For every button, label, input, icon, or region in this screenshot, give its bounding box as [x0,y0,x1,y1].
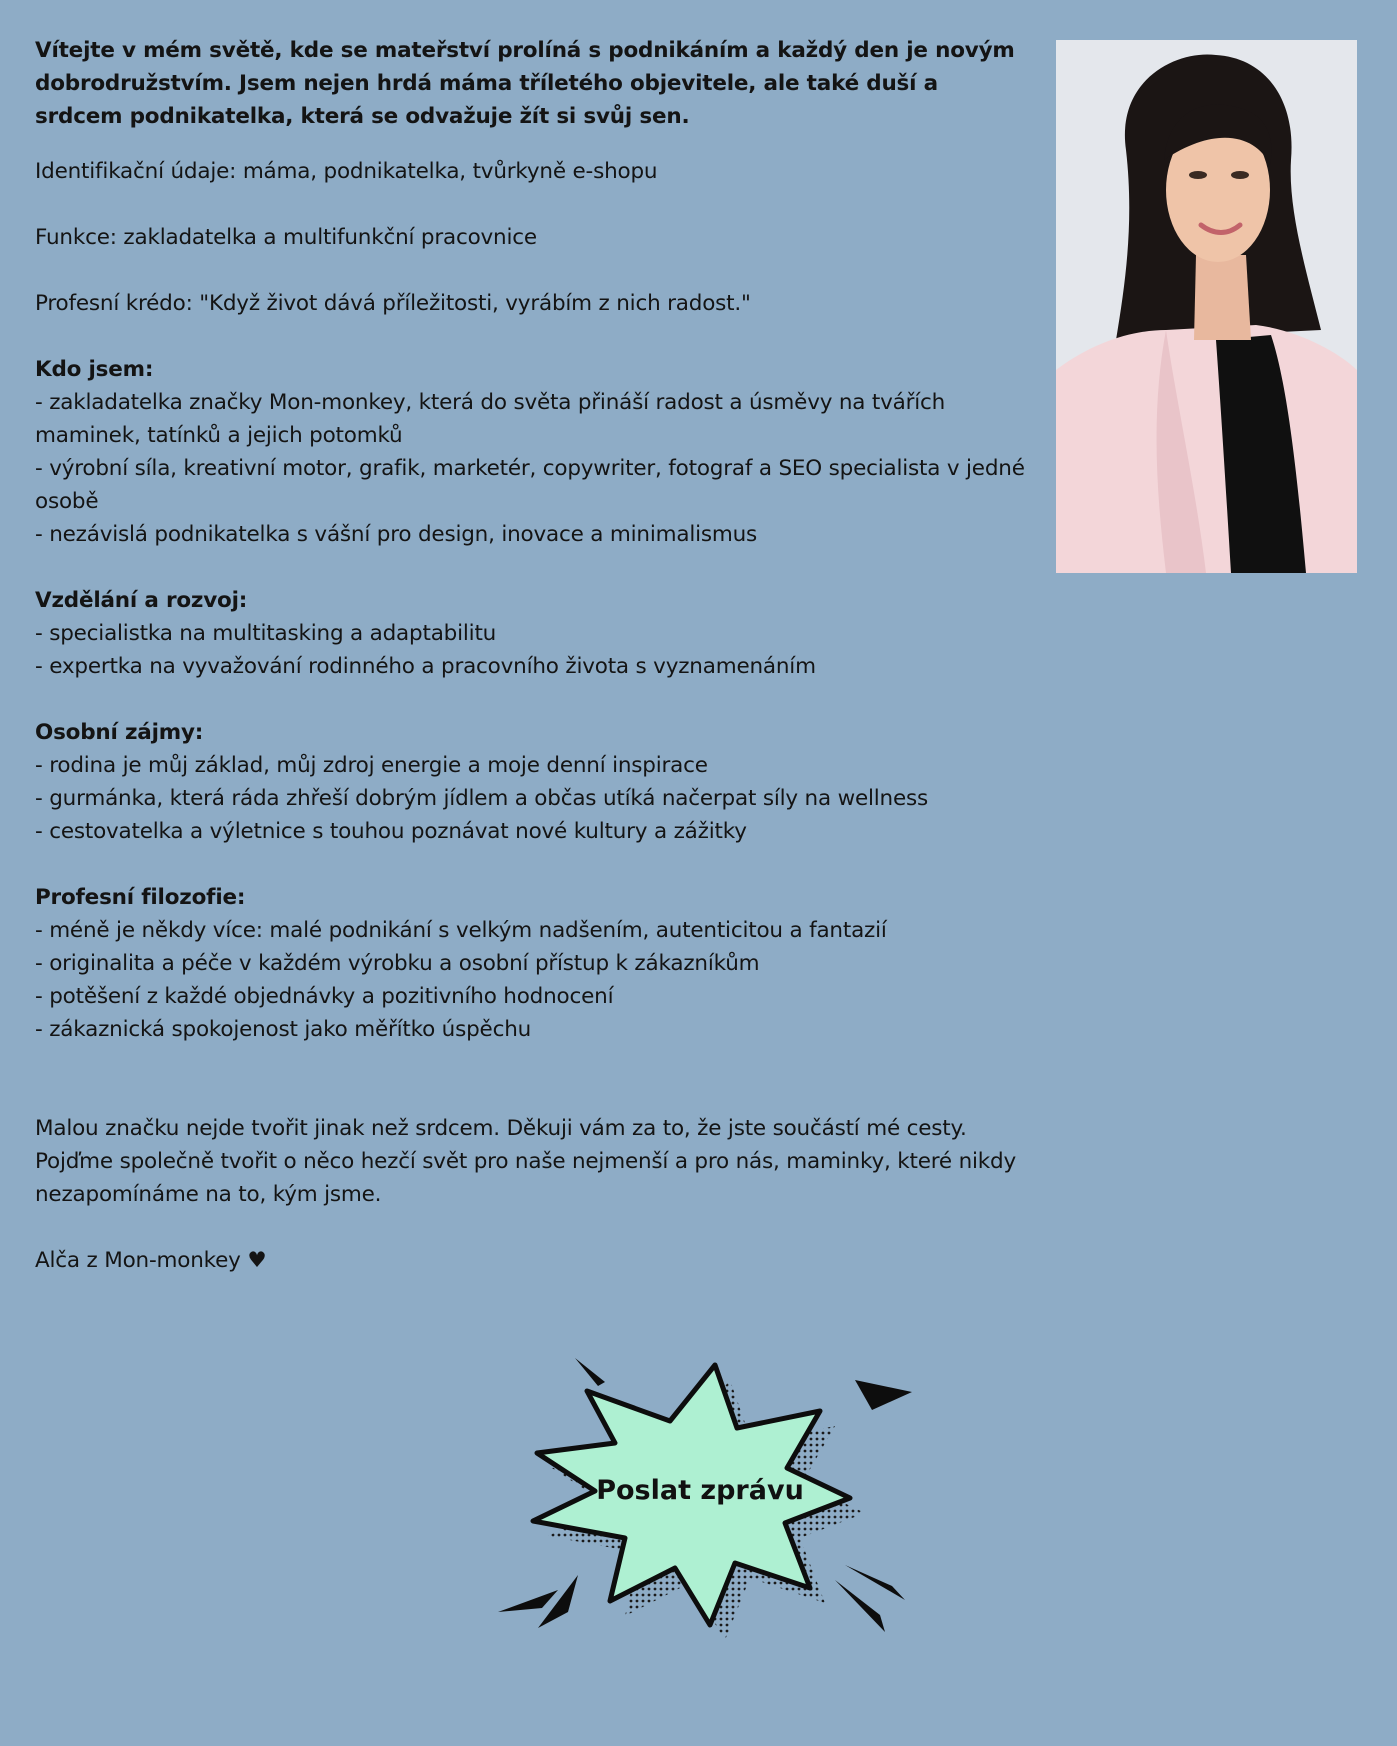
list-item: - méně je někdy více: malé podnikání s velkým nadšením, autenticitou a fantazií [35,918,887,943]
list-item: - zákaznická spokojenost jako měřítko úspěchu [35,1017,532,1042]
send-message-button[interactable] [480,1350,920,1650]
list-item: - originalita a péče v každém výrobku a osobní přístup k zákazníkům [35,951,760,976]
list-item: - potěšení z každé objednávky a pozitivního hodnocení [35,984,614,1009]
about-content [35,34,1025,1277]
section-heading-interests: Osobní zájmy: [35,720,204,745]
list-item: - výrobní síla, kreativní motor, grafik, marketér, copywriter, fotograf a SEO specialista v jedné osobě [35,456,1025,514]
section-heading-who: Kdo jsem: [35,357,154,382]
list-item: - zakladatelka značky Mon-monkey, která do světa přináší radost a úsměvy na tvářích maminek, tatínků a jejich potomků [35,390,946,448]
send-message-label: Poslat zprávu [596,1475,804,1506]
portrait-photo [1056,40,1357,573]
list-item: - cestovatelka a výletnice s touhou poznávat nové kultury a zážitky [35,819,747,844]
closing-paragraph: Malou značku nejde tvořit jinak než srdcem. Děkuji vám za to, že jste součástí mé cesty. Pojďme společně tvořit o něco hezčí svět pro naše nejmenší a pro nás, maminky, které nikdy nezapomínáme na to, kým jsme. [35,1116,1016,1207]
function-line: Funkce: zakladatelka a multifunkční pracovnice [35,225,537,250]
intro-paragraph: Vítejte v mém světě, kde se mateřství prolíná s podnikáním a každý den je novým dobrodružstvím. Jsem nejen hrdá máma tříletého objevitele, ale také duší a srdcem podnikatelka, která se odvažuje žít si svůj sen. [35,38,1015,129]
list-item: - gurmánka, která ráda zhřeší dobrým jídlem a občas utíká načerpat síly na wellness [35,786,928,811]
signature: Alča z Mon-monkey ♥ [35,1248,267,1273]
identification-line: Identifikační údaje: máma, podnikatelka, tvůrkyně e-shopu [35,159,658,184]
credo-line: Profesní krédo: "Když život dává příležitosti, vyrábím z nich radost." [35,291,751,316]
section-heading-education: Vzdělání a rozvoj: [35,588,248,613]
list-item: - rodina je můj základ, můj zdroj energie a moje denní inspirace [35,753,708,778]
portrait-illustration [1056,40,1357,573]
section-heading-philosophy: Profesní filozofie: [35,885,246,910]
list-item: - expertka na vyvažování rodinného a pracovního života s vyznamenáním [35,654,816,679]
list-item: - nezávislá podnikatelka s vášní pro design, inovace a minimalismus [35,522,758,547]
list-item: - specialistka na multitasking a adaptabilitu [35,621,497,646]
